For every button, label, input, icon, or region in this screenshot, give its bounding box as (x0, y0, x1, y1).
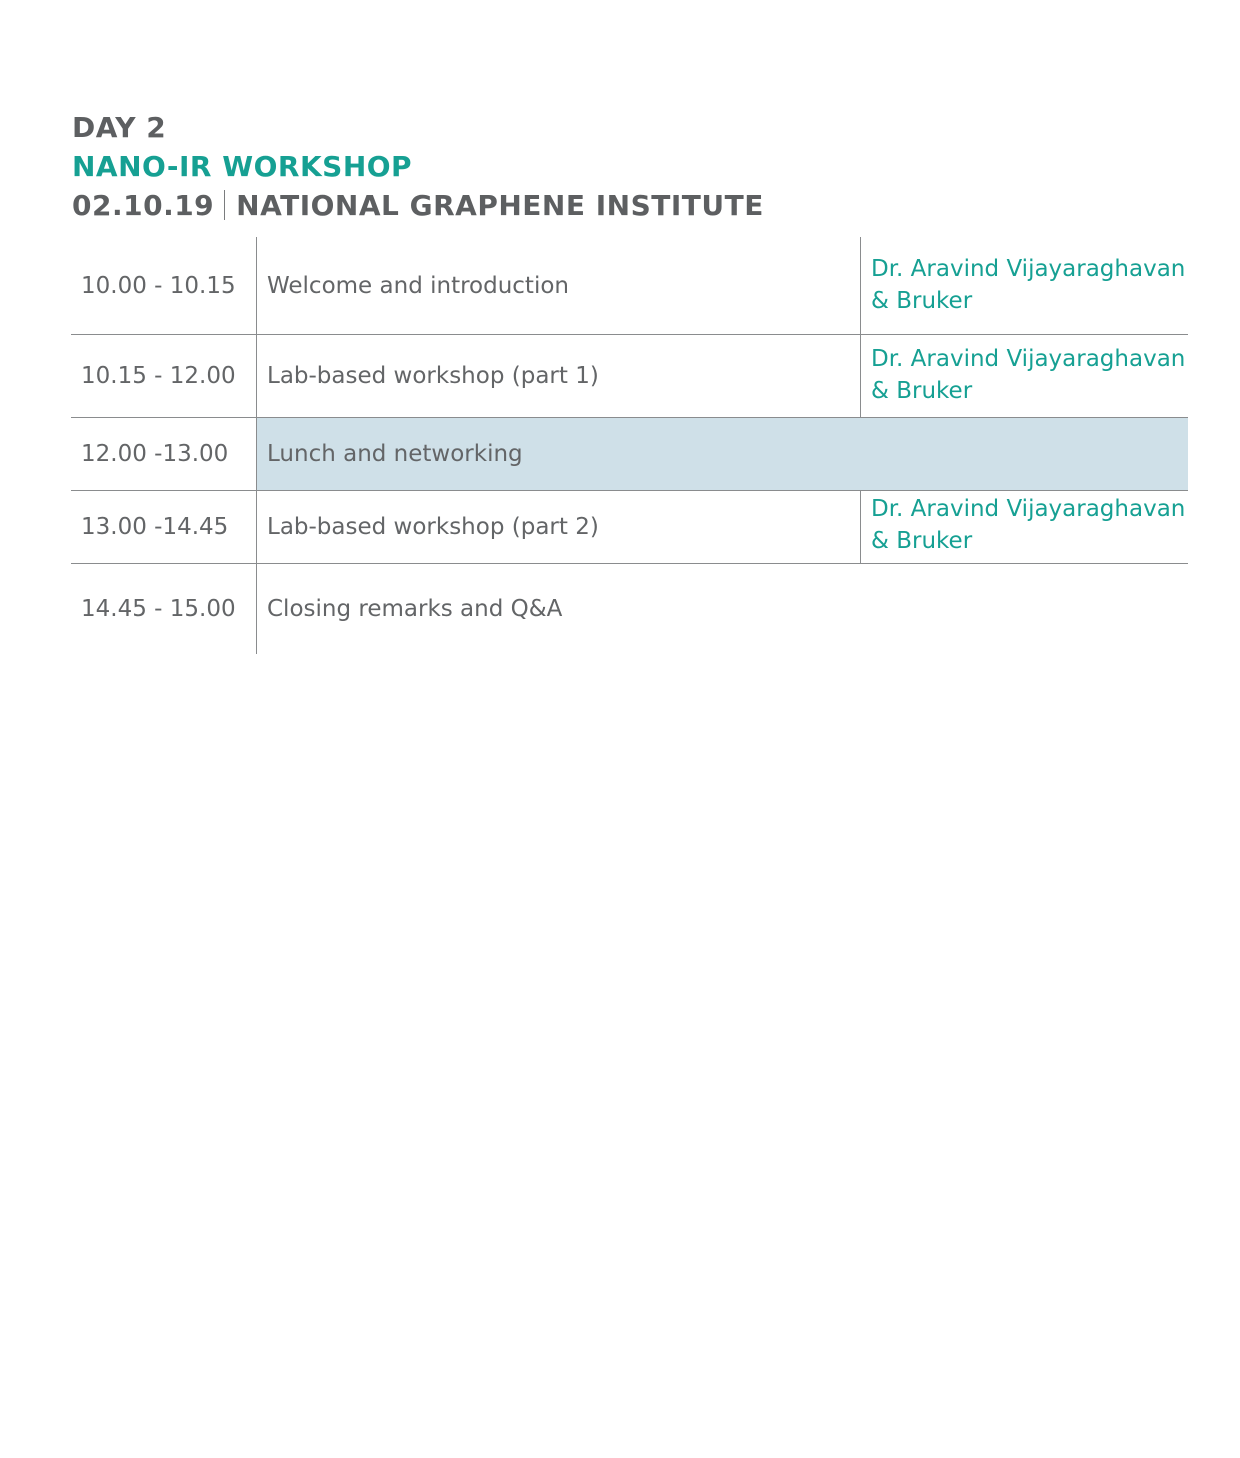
time-cell: 14.45 - 15.00 (71, 564, 257, 654)
session-cell: Welcome and introduction (257, 237, 861, 334)
time-cell: 13.00 -14.45 (71, 491, 257, 563)
time-cell: 12.00 -13.00 (71, 418, 257, 490)
schedule-row (71, 237, 1188, 335)
speaker-name: Dr. Aravind Vijayaraghavan (871, 346, 1186, 372)
session-cell-highlighted: Lunch and networking (257, 418, 1188, 490)
schedule-row-break (71, 418, 1188, 491)
speaker-cell (861, 335, 1188, 417)
speaker-org: & Bruker (871, 528, 973, 554)
workshop-title: NANO-IR WORKSHOP (72, 150, 413, 183)
session-cell: Lab-based workshop (part 2) (257, 491, 861, 563)
day-label: DAY 2 (72, 111, 167, 144)
time-cell: 10.00 - 10.15 (71, 237, 257, 334)
speaker-name: Dr. Aravind Vijayaraghavan (871, 256, 1186, 282)
schedule-row (71, 335, 1188, 418)
speaker-org: & Bruker (871, 378, 973, 404)
event-venue: NATIONAL GRAPHENE INSTITUTE (236, 189, 764, 222)
event-date: 02.10.19 (72, 189, 215, 222)
session-cell: Lab-based workshop (part 1) (257, 335, 861, 417)
separator-divider (224, 190, 225, 220)
time-cell: 10.15 - 12.00 (71, 335, 257, 417)
schedule-table (71, 237, 1188, 654)
schedule-row (71, 491, 1188, 564)
date-venue-line (72, 186, 764, 225)
speaker-org: & Bruker (871, 288, 973, 314)
speaker-cell (861, 491, 1188, 563)
schedule-row (71, 564, 1188, 654)
speaker-name: Dr. Aravind Vijayaraghavan (871, 496, 1186, 522)
page-header (72, 108, 764, 225)
speaker-cell (861, 237, 1188, 334)
session-cell: Closing remarks and Q&A (267, 596, 563, 622)
